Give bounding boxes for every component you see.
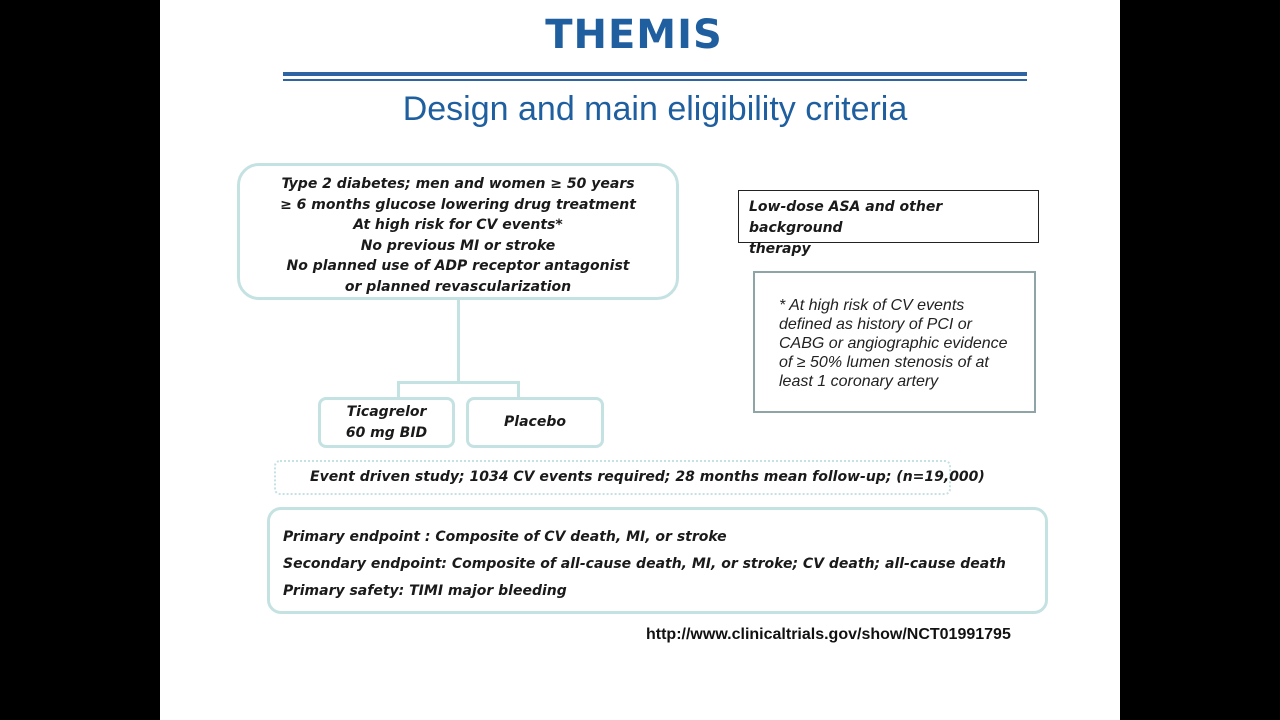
connector-vertical-trunk bbox=[457, 300, 460, 382]
footnote-line: least 1 coronary artery bbox=[779, 373, 939, 390]
footnote-line: CABG or angiographic evidence bbox=[779, 335, 1008, 352]
connector-right-drop bbox=[517, 381, 520, 398]
study-design-text: Event driven study; 1034 CV events required; 28 months mean follow-up; (n=19,000) bbox=[310, 469, 985, 485]
eligibility-line: No previous MI or stroke bbox=[360, 237, 556, 254]
placebo-arm-box bbox=[466, 397, 604, 448]
endpoints-box bbox=[267, 507, 1048, 614]
high-risk-footnote-box bbox=[753, 271, 1036, 413]
slide bbox=[160, 0, 1120, 720]
connector-left-drop bbox=[397, 381, 400, 398]
eligibility-line: Type 2 diabetes; men and women ≥ 50 years bbox=[281, 176, 635, 192]
eligibility-line: or planned revascularization bbox=[344, 278, 572, 295]
eligibility-criteria-box bbox=[237, 163, 679, 300]
clinicaltrials-url[interactable]: http://www.clinicaltrials.gov/show/NCT01991795 bbox=[646, 626, 1011, 643]
primary-safety: Primary safety: TIMI major bleeding bbox=[283, 583, 567, 599]
background-therapy-line: therapy bbox=[749, 241, 811, 257]
connector-horizontal-split bbox=[397, 381, 520, 384]
footnote-line: defined as history of PCI or bbox=[779, 316, 972, 333]
ticagrelor-arm-box bbox=[318, 397, 455, 448]
background-therapy-line: Low-dose ASA and other background bbox=[749, 199, 943, 236]
slide-title: THEMIS bbox=[545, 12, 723, 58]
footnote-line: * At high risk of CV events bbox=[779, 297, 965, 314]
eligibility-line: ≥ 6 months glucose lowering drug treatment bbox=[280, 196, 636, 213]
slide-subtitle: Design and main eligibility criteria bbox=[402, 90, 908, 128]
background-therapy-box bbox=[738, 190, 1039, 257]
primary-endpoint: Primary endpoint : Composite of CV death, MI, or stroke bbox=[283, 529, 727, 545]
title-rule-thin bbox=[283, 79, 1027, 81]
study-design-box bbox=[274, 460, 985, 495]
ticagrelor-name: Ticagrelor bbox=[346, 403, 427, 420]
footnote-line: of ≥ 50% lumen stenosis of at bbox=[779, 354, 989, 371]
title-rule-thick bbox=[283, 72, 1027, 76]
secondary-endpoint: Secondary endpoint: Composite of all-cause death, MI, or stroke; CV death; all-cause death bbox=[283, 556, 1006, 572]
placebo-label: Placebo bbox=[504, 414, 566, 430]
ticagrelor-dose: 60 mg BID bbox=[345, 424, 428, 441]
eligibility-line: At high risk for CV events* bbox=[353, 217, 563, 234]
eligibility-line: No planned use of ADP receptor antagonist bbox=[286, 258, 630, 275]
